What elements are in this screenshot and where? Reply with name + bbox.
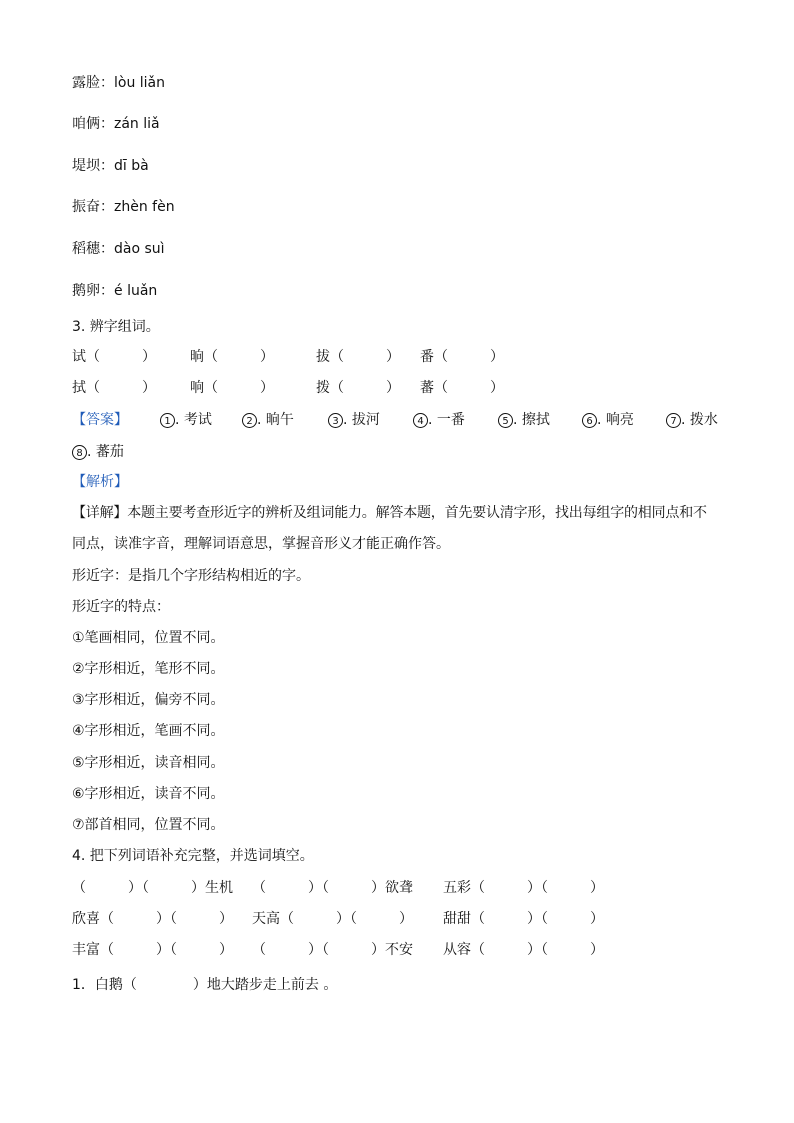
q3-cell: 拔（ ） bbox=[316, 349, 400, 365]
answer-item: 6 . 响亮 bbox=[582, 411, 634, 429]
q4-cell: 从容（ ）（ ） bbox=[443, 942, 604, 958]
q4-cell: （ ）（ ）生机 bbox=[72, 880, 233, 896]
q3-cell: 番（ ） bbox=[420, 349, 504, 365]
q3-cell: 蕃（ ） bbox=[420, 380, 504, 396]
q4-cell: 天高（ ）（ ） bbox=[252, 911, 413, 927]
answer-item: 8 . 蕃茄 bbox=[72, 443, 124, 461]
answer-item: 2 . 晌午 bbox=[242, 411, 294, 429]
detail-text: 【详解】本题主要考查形近字的辨析及组词能力。解答本题，首先要认清字形，找出每组字的相同点和不 bbox=[72, 505, 707, 521]
q4-cell: 五彩（ ）（ ） bbox=[443, 880, 604, 896]
feature-item: ①笔画相同，位置不同。 bbox=[72, 630, 225, 646]
q4-cell: 丰富（ ）（ ） bbox=[72, 942, 233, 958]
pinyin-line: 堤坝：dī bà bbox=[72, 158, 149, 174]
answer-label: 【答案】 bbox=[72, 412, 128, 428]
pinyin-line: 振奋：zhèn fèn bbox=[72, 199, 175, 215]
answer-item: 1 . 考试 bbox=[160, 411, 212, 429]
pinyin-line: 咱俩：zán liǎ bbox=[72, 116, 160, 132]
feature-item: ⑤字形相近，读音相同。 bbox=[72, 755, 225, 771]
question-4-title: 4. 把下列词语补充完整，并选词填空。 bbox=[72, 848, 314, 864]
question-3-title: 3. 辨字组词。 bbox=[72, 319, 160, 335]
analysis-label: 【解析】 bbox=[72, 474, 128, 490]
feature-item: ②字形相近，笔形不同。 bbox=[72, 661, 225, 677]
pinyin-line: 稻穗：dào suì bbox=[72, 241, 165, 257]
answer-item: 7 . 拨水 bbox=[666, 411, 718, 429]
pinyin-line: 鹅卵：é luǎn bbox=[72, 283, 158, 299]
feature-item: ⑦部首相同，位置不同。 bbox=[72, 817, 225, 833]
q4-cell: （ ）（ ）欲聋 bbox=[252, 880, 413, 896]
q4-cell: 欣喜（ ）（ ） bbox=[72, 911, 233, 927]
q4-cell: 甜甜（ ）（ ） bbox=[443, 911, 604, 927]
detail-text: 同点，读准字音，理解词语意思，掌握音形义才能正确作答。 bbox=[72, 536, 450, 552]
q3-cell: 拨（ ） bbox=[316, 380, 400, 396]
answer-item: 4 . 一番 bbox=[413, 411, 465, 429]
features-title: 形近字的特点： bbox=[72, 599, 170, 615]
feature-item: ⑥字形相近，读音不同。 bbox=[72, 786, 225, 802]
q3-cell: 试（ ） bbox=[72, 349, 156, 365]
feature-item: ④字形相近，笔画不同。 bbox=[72, 723, 225, 739]
answer-item: 3 . 拔河 bbox=[328, 411, 380, 429]
fill-sentence: 1．白鹅（ ）地大踏步走上前去 。 bbox=[72, 977, 338, 993]
feature-item: ③字形相近，偏旁不同。 bbox=[72, 692, 225, 708]
q3-cell: 响（ ） bbox=[190, 380, 274, 396]
definition-text: 形近字：是指几个字形结构相近的字。 bbox=[72, 568, 310, 584]
q3-cell: 拭（ ） bbox=[72, 380, 156, 396]
answer-item: 5 . 擦拭 bbox=[498, 411, 550, 429]
q4-cell: （ ）（ ）不安 bbox=[252, 942, 413, 958]
q3-cell: 晌（ ） bbox=[190, 349, 274, 365]
pinyin-line: 露脸：lòu liǎn bbox=[72, 75, 166, 91]
